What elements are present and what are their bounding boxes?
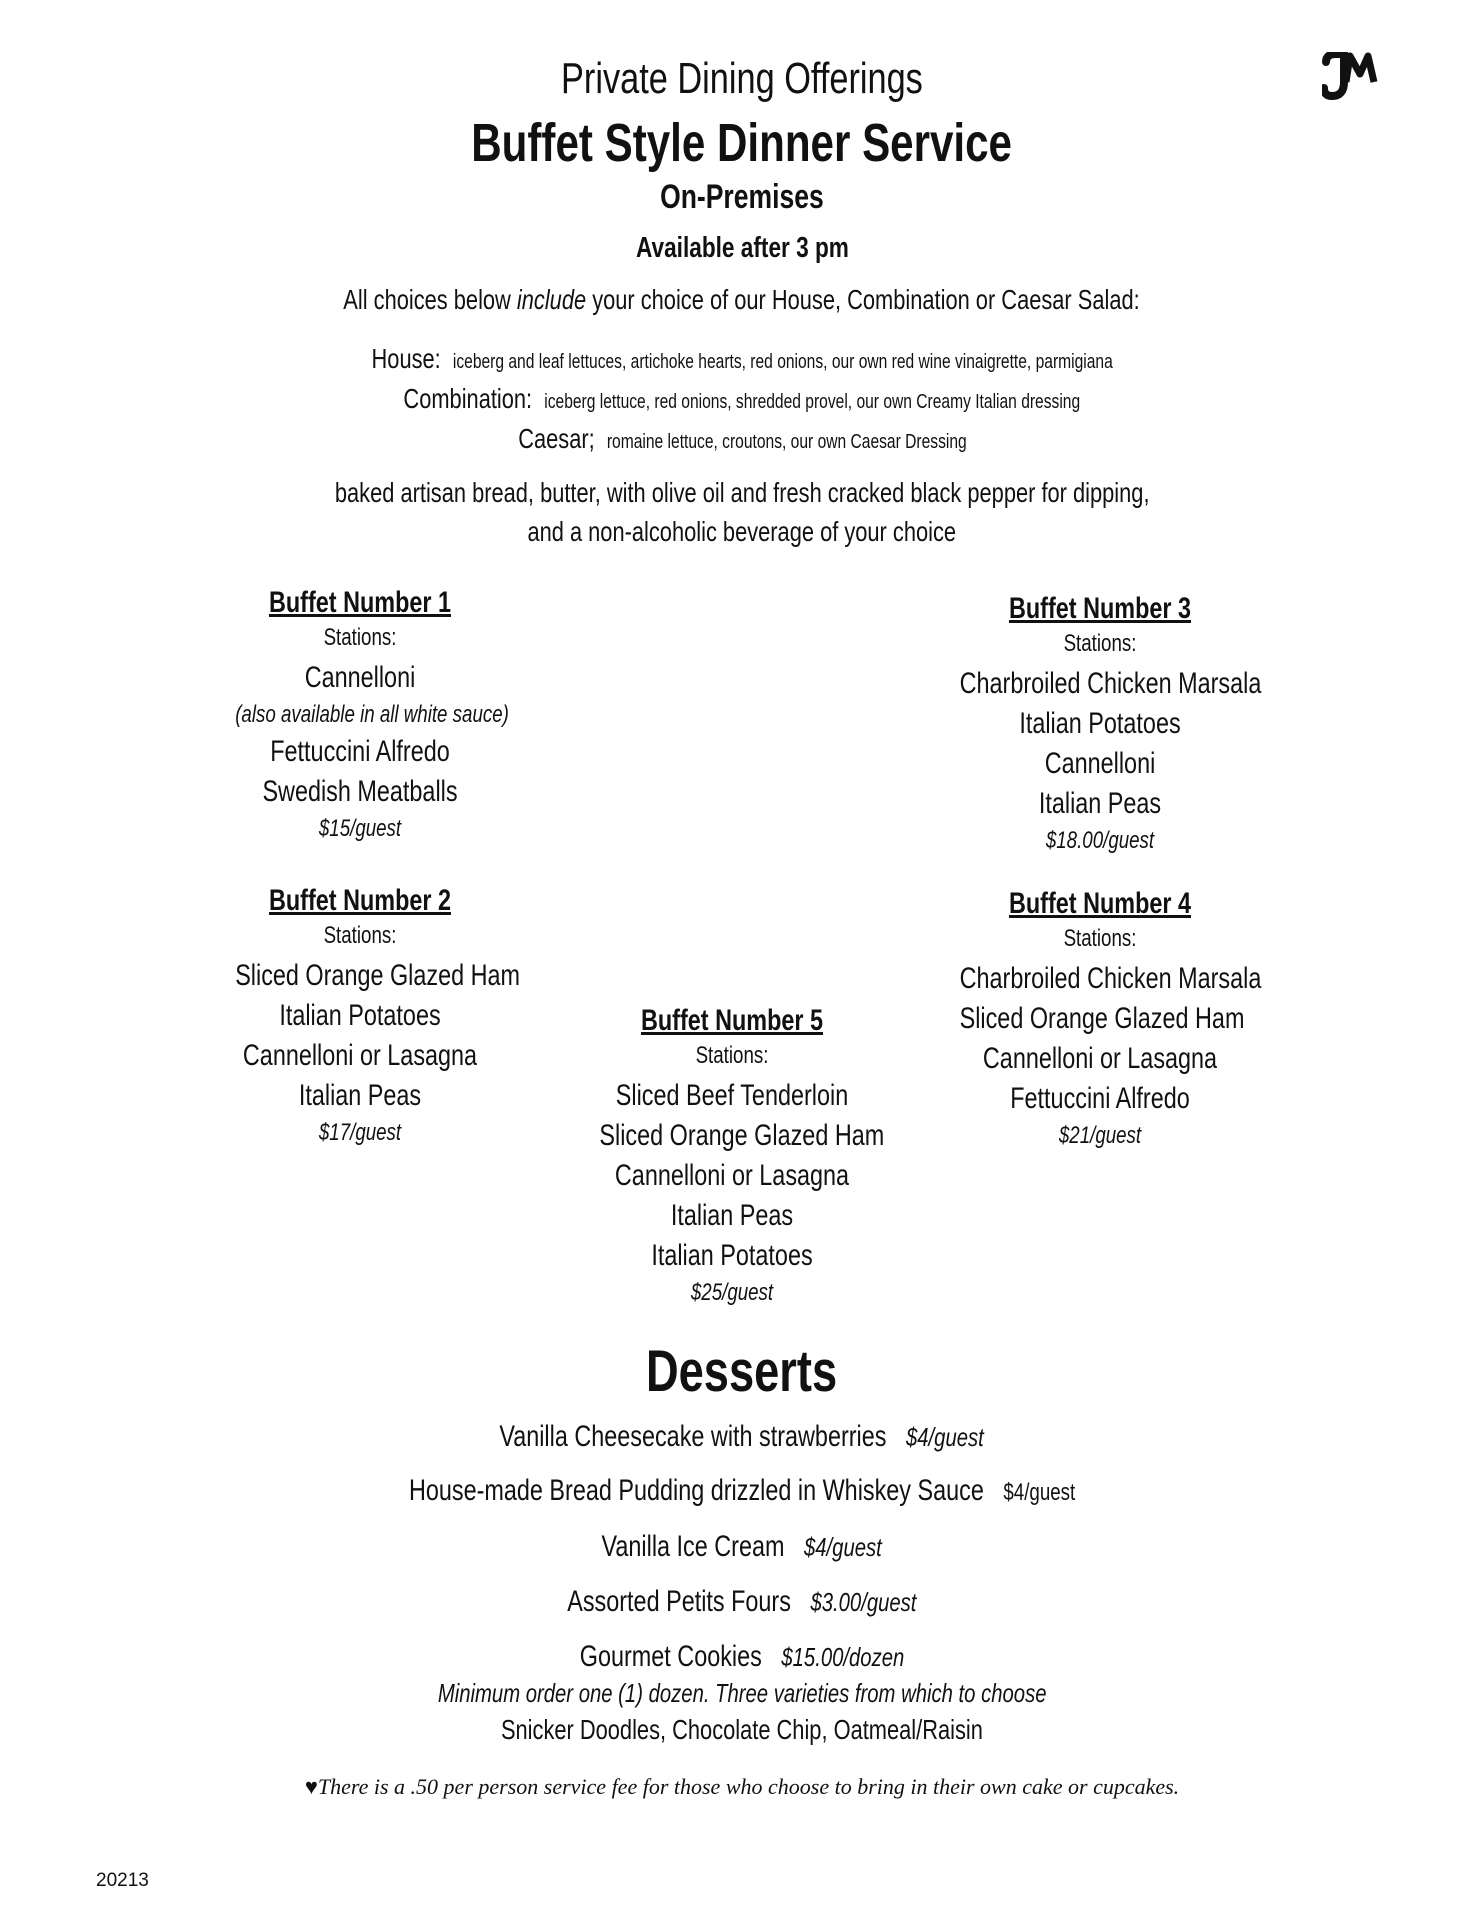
salad-caesar: Caesar; romaine lettuce, croutons, our own Caesar Dressing [517, 423, 967, 454]
buffet-title: Buffet Number 4 [1008, 887, 1192, 920]
buffet-2 [200, 884, 520, 1150]
menu-item: Sliced Orange Glazed Ham [599, 1119, 885, 1152]
buffet-title: Buffet Number 5 [640, 1004, 824, 1037]
dessert-item: Gourmet Cookies $15.00/dozen [579, 1640, 905, 1673]
page-subheading: On-Premises [660, 178, 824, 216]
stations-label: Stations: [1063, 925, 1137, 952]
salad-house: House: iceberg and leaf lettuces, artichoke hearts, red onions, our own red wine vinaigrette, parmigiana [371, 343, 1113, 374]
menu-item: Italian Peas [1038, 787, 1162, 820]
dessert-item: House-made Bread Pudding drizzled in Whiskey Sauce $4/guest [408, 1474, 1076, 1507]
stations-label: Stations: [695, 1042, 769, 1069]
stations-label: Stations: [323, 624, 397, 651]
footnote: ♥There is a .50 per person service fee for those who choose to bring in their own cake or cupcakes. [304, 1774, 1180, 1799]
cookie-varieties: Snicker Doodles, Chocolate Chip, Oatmeal/Raisin [501, 1714, 983, 1745]
menu-item: Cannelloni or Lasagna [614, 1159, 850, 1192]
bread-line-1: baked artisan bread, butter, with olive oil and fresh cracked black pepper for dipping, [334, 477, 1150, 508]
buffet-1 [200, 586, 520, 846]
menu-item: Charbroiled Chicken Marsala [959, 962, 1262, 995]
buffet-title: Buffet Number 1 [268, 586, 452, 619]
document-code: 20213 [96, 1870, 149, 1891]
menu-item: Fettuccini Alfredo [1010, 1082, 1190, 1115]
dessert-item: Vanilla Cheesecake with strawberries $4/guest [499, 1420, 985, 1453]
menu-item: Cannelloni or Lasagna [242, 1039, 478, 1072]
stations-label: Stations: [1063, 630, 1137, 657]
menu-item: Cannelloni [304, 661, 416, 694]
menu-item: Italian Peas [298, 1079, 422, 1112]
availability-text: Available after 3 pm [635, 232, 849, 264]
bread-line-2: and a non-alcoholic beverage of your choice [527, 516, 957, 547]
menu-item: Sliced Beef Tenderloin [615, 1079, 849, 1112]
menu-item: Sliced Orange Glazed Ham [959, 1002, 1245, 1035]
price: $25/guest [690, 1279, 774, 1306]
buffet-title: Buffet Number 3 [1008, 592, 1192, 625]
menu-item: Italian Potatoes [651, 1239, 813, 1272]
buffet-3 [920, 592, 1280, 858]
menu-item: Cannelloni or Lasagna [982, 1042, 1218, 1075]
menu-item: Italian Potatoes [279, 999, 441, 1032]
salad-combination: Combination: iceberg lettuce, red onions, shredded provel, our own Creamy Italian dressing [403, 383, 1081, 414]
menu-item: Fettuccini Alfredo [270, 735, 450, 768]
menu-item: Italian Peas [670, 1199, 794, 1232]
dessert-item: Vanilla Ice Cream $4/guest [601, 1530, 883, 1563]
stations-label: Stations: [323, 922, 397, 949]
buffet-4 [920, 887, 1280, 1153]
buffet-title: Buffet Number 2 [268, 884, 452, 917]
desserts-title: Desserts [646, 1339, 838, 1404]
price: $15/guest [318, 815, 402, 842]
cookie-note: Minimum order one (1) dozen. Three varieties from which to choose [437, 1678, 1047, 1708]
dessert-item: Assorted Petits Fours $3.00/guest [567, 1585, 917, 1618]
menu-item: Charbroiled Chicken Marsala [959, 667, 1262, 700]
price: $21/guest [1058, 1122, 1142, 1149]
menu-item: Italian Potatoes [1019, 707, 1181, 740]
menu-item: Swedish Meatballs [262, 775, 458, 808]
salad-intro: All choices below include your choice of our House, Combination or Caesar Salad: [343, 284, 1141, 315]
menu-item: Cannelloni [1044, 747, 1156, 780]
price: $18.00/guest [1045, 827, 1155, 854]
page-title: Private Dining Offerings [561, 54, 923, 103]
buffet-5 [562, 1004, 902, 1310]
menu-note: (also available in all white sauce) [235, 701, 509, 728]
price: $17/guest [318, 1119, 402, 1146]
page-heading: Buffet Style Dinner Service [471, 113, 1013, 173]
menu-item: Sliced Orange Glazed Ham [235, 959, 521, 992]
